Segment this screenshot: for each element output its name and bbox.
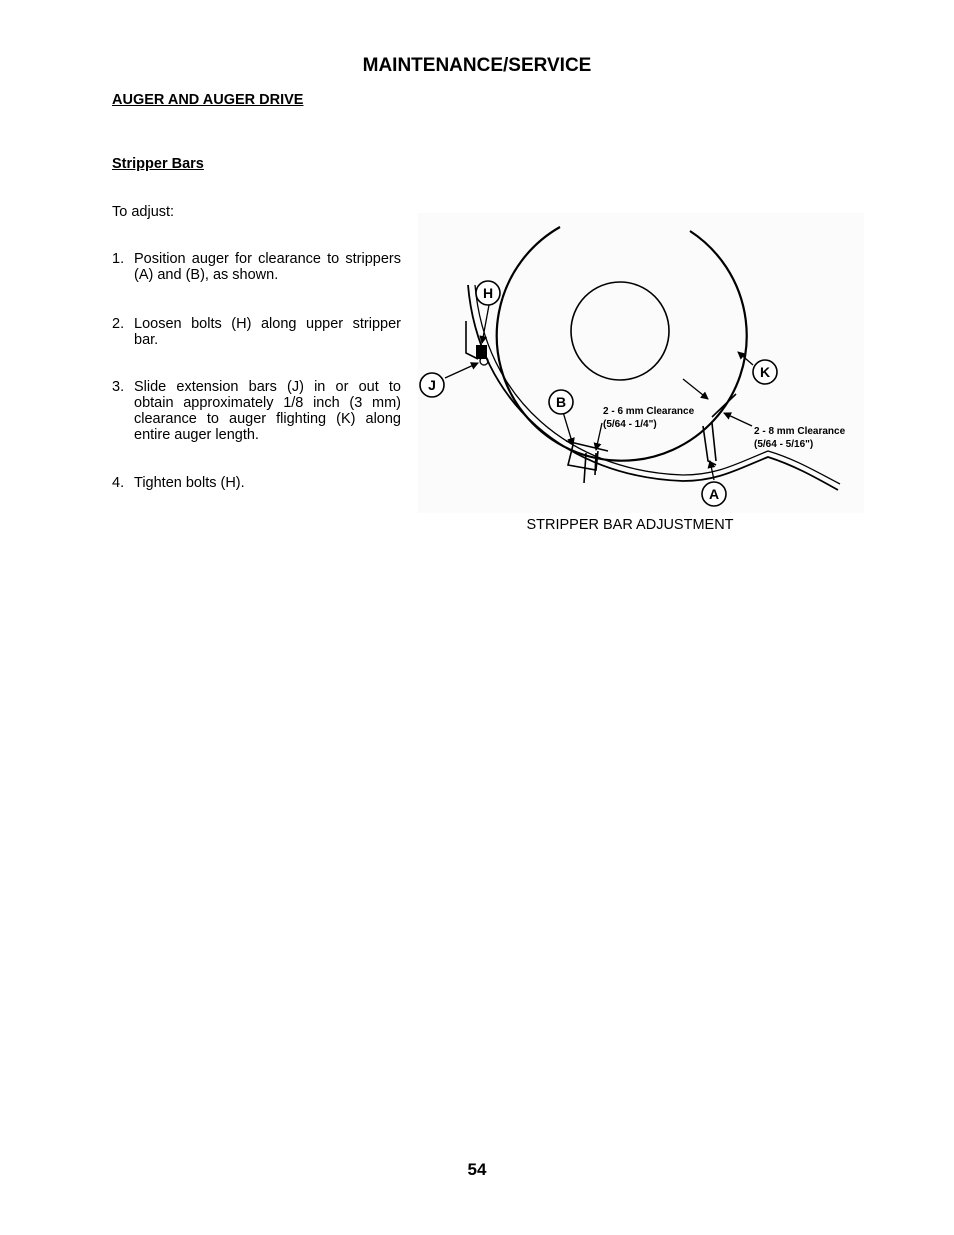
- step-item: [112, 475, 401, 491]
- step-number: 4.: [112, 475, 125, 491]
- callout-b-label: B: [555, 394, 567, 410]
- page-number: 54: [467, 1160, 487, 1179]
- callout-a-label: A: [708, 486, 720, 502]
- diagram-svg: [418, 213, 864, 513]
- subsection-heading: Stripper Bars: [112, 156, 204, 172]
- callout-h: [476, 281, 500, 305]
- step-number: 3.: [112, 379, 125, 395]
- step-item: [112, 251, 401, 283]
- trough-pan: [468, 285, 838, 490]
- intro-text: To adjust:: [112, 204, 175, 220]
- callout-j-label: J: [428, 377, 436, 393]
- section-heading: AUGER AND AUGER DRIVE: [112, 92, 304, 108]
- step-number: 2.: [112, 316, 125, 332]
- clearance-a-line2: (5/64 - 5/16"): [754, 439, 814, 450]
- clearance-b-line1: 2 - 6 mm Clearance: [603, 406, 695, 417]
- page-title: MAINTENANCE/SERVICE: [362, 55, 592, 76]
- clearance-arrow-a: [724, 413, 752, 426]
- clearance-arrow-b-left: [683, 379, 708, 399]
- step-text: Position auger for clearance to strippers (A) and (B), as shown.: [134, 251, 401, 283]
- step-item: [112, 316, 401, 348]
- stripper-bar-diagram: [418, 213, 864, 513]
- step-text: Tighten bolts (H).: [134, 475, 245, 491]
- callout-k: [753, 360, 777, 384]
- trough-pan-inner: [475, 285, 840, 484]
- callout-j: [420, 373, 444, 397]
- step-text: Loosen bolts (H) along upper stripper bar.: [134, 316, 401, 348]
- clearance-arrow-b-right: [596, 423, 602, 450]
- figure-caption: STRIPPER BAR ADJUSTMENT: [526, 517, 734, 533]
- clearance-a-line1: 2 - 8 mm Clearance: [754, 426, 846, 437]
- clearance-b-line2: (5/64 - 1/4"): [603, 419, 657, 430]
- callout-h-label: H: [482, 285, 494, 301]
- leader-j: [445, 363, 478, 378]
- step-item: [112, 379, 401, 443]
- callout-a: [702, 482, 726, 506]
- auger-tube: [571, 282, 669, 380]
- callout-b: [549, 390, 573, 414]
- step-text: Slide extension bars (J) in or out to obtain approximately 1/8 inch (3 mm) clearance to auger flighting (K) along entire auger length.: [134, 379, 401, 443]
- callout-k-label: K: [759, 364, 771, 380]
- step-number: 1.: [112, 251, 125, 267]
